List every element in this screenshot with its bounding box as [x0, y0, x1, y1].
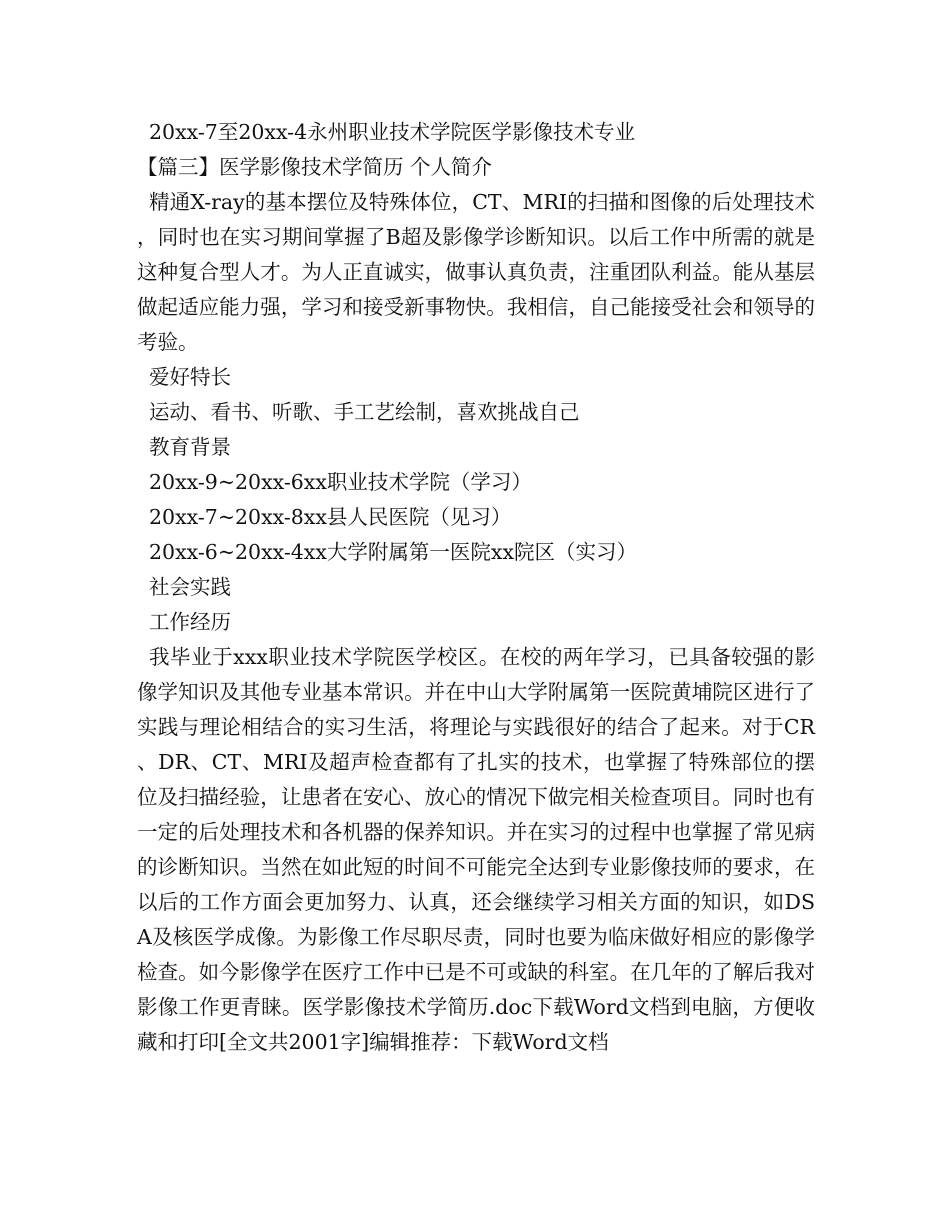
section-title: 【篇三】医学影像技术学简历 个人简介: [137, 155, 493, 179]
document-page: [137, 115, 815, 1060]
intro-paragraph: 精通X-ray的基本摆位及特殊体位，CT、MRI的扫描和图像的后处理技术，同时也在实习期间掌握了B超及影像学诊断知识。以后工作中所需的就是这种复合型人才。为人正直诚实，做事认真负责，注重团队利益。能从基层做起适应能力强，学习和接受新事物快。我相信，自己能接受社会和领导的考验。: [137, 190, 815, 354]
social-practice-heading: 社会实践: [149, 575, 231, 599]
hobbies-text: 运动、看书、听歌、手工艺绘制，喜欢挑战自己: [149, 400, 580, 424]
work-paragraph: 我毕业于xxx职业技术学院医学校区。在校的两年学习，已具备较强的影像学知识及其他专业基本常识。并在中山大学附属第一医院黄埔院区进行了实践与理论相结合的实习生活，将理论与实践很好的结合了起来。对于CR、DR、CT、MRI及超声检查都有了扎实的技术，也掌握了特殊部位的摆位及扫描经验，让患者在安心、放心的情况下做完相关检查项目。同时也有一定的后处理技术和各机器的保养知识。并在实习的过程中也掌握了常见病的诊断知识。当然在如此短的时间不可能完全达到专业影像技师的要求，在以后的工作方面会更加努力、认真，还会继续学习相关方面的知识，如DSA及核医学成像。为影像工作尽职尽责，同时也要为临床做好相应的影像学检查。如今影像学在医疗工作中已是不可或缺的科室。在几年的了解后我对影像工作更青睐。医学影像技术学简历.doc下载Word文档到电脑，方便收藏和打印[全文共2001字]编辑推荐：下载Word文档: [137, 645, 815, 1054]
education-item: 20xx-6~20xx-4xx大学附属第一医院xx院区（实习）: [149, 540, 638, 564]
education-item: 20xx-7~20xx-8xx县人民医院（见习）: [149, 505, 512, 529]
study-period-line: 20xx-7至20xx-4永州职业技术学院医学影像技术专业: [149, 120, 636, 144]
hobbies-heading: 爱好特长: [149, 365, 231, 389]
education-heading: 教育背景: [149, 435, 231, 459]
education-item: 20xx-9~20xx-6xx职业技术学院（学习）: [149, 470, 532, 494]
work-heading: 工作经历: [149, 610, 231, 634]
